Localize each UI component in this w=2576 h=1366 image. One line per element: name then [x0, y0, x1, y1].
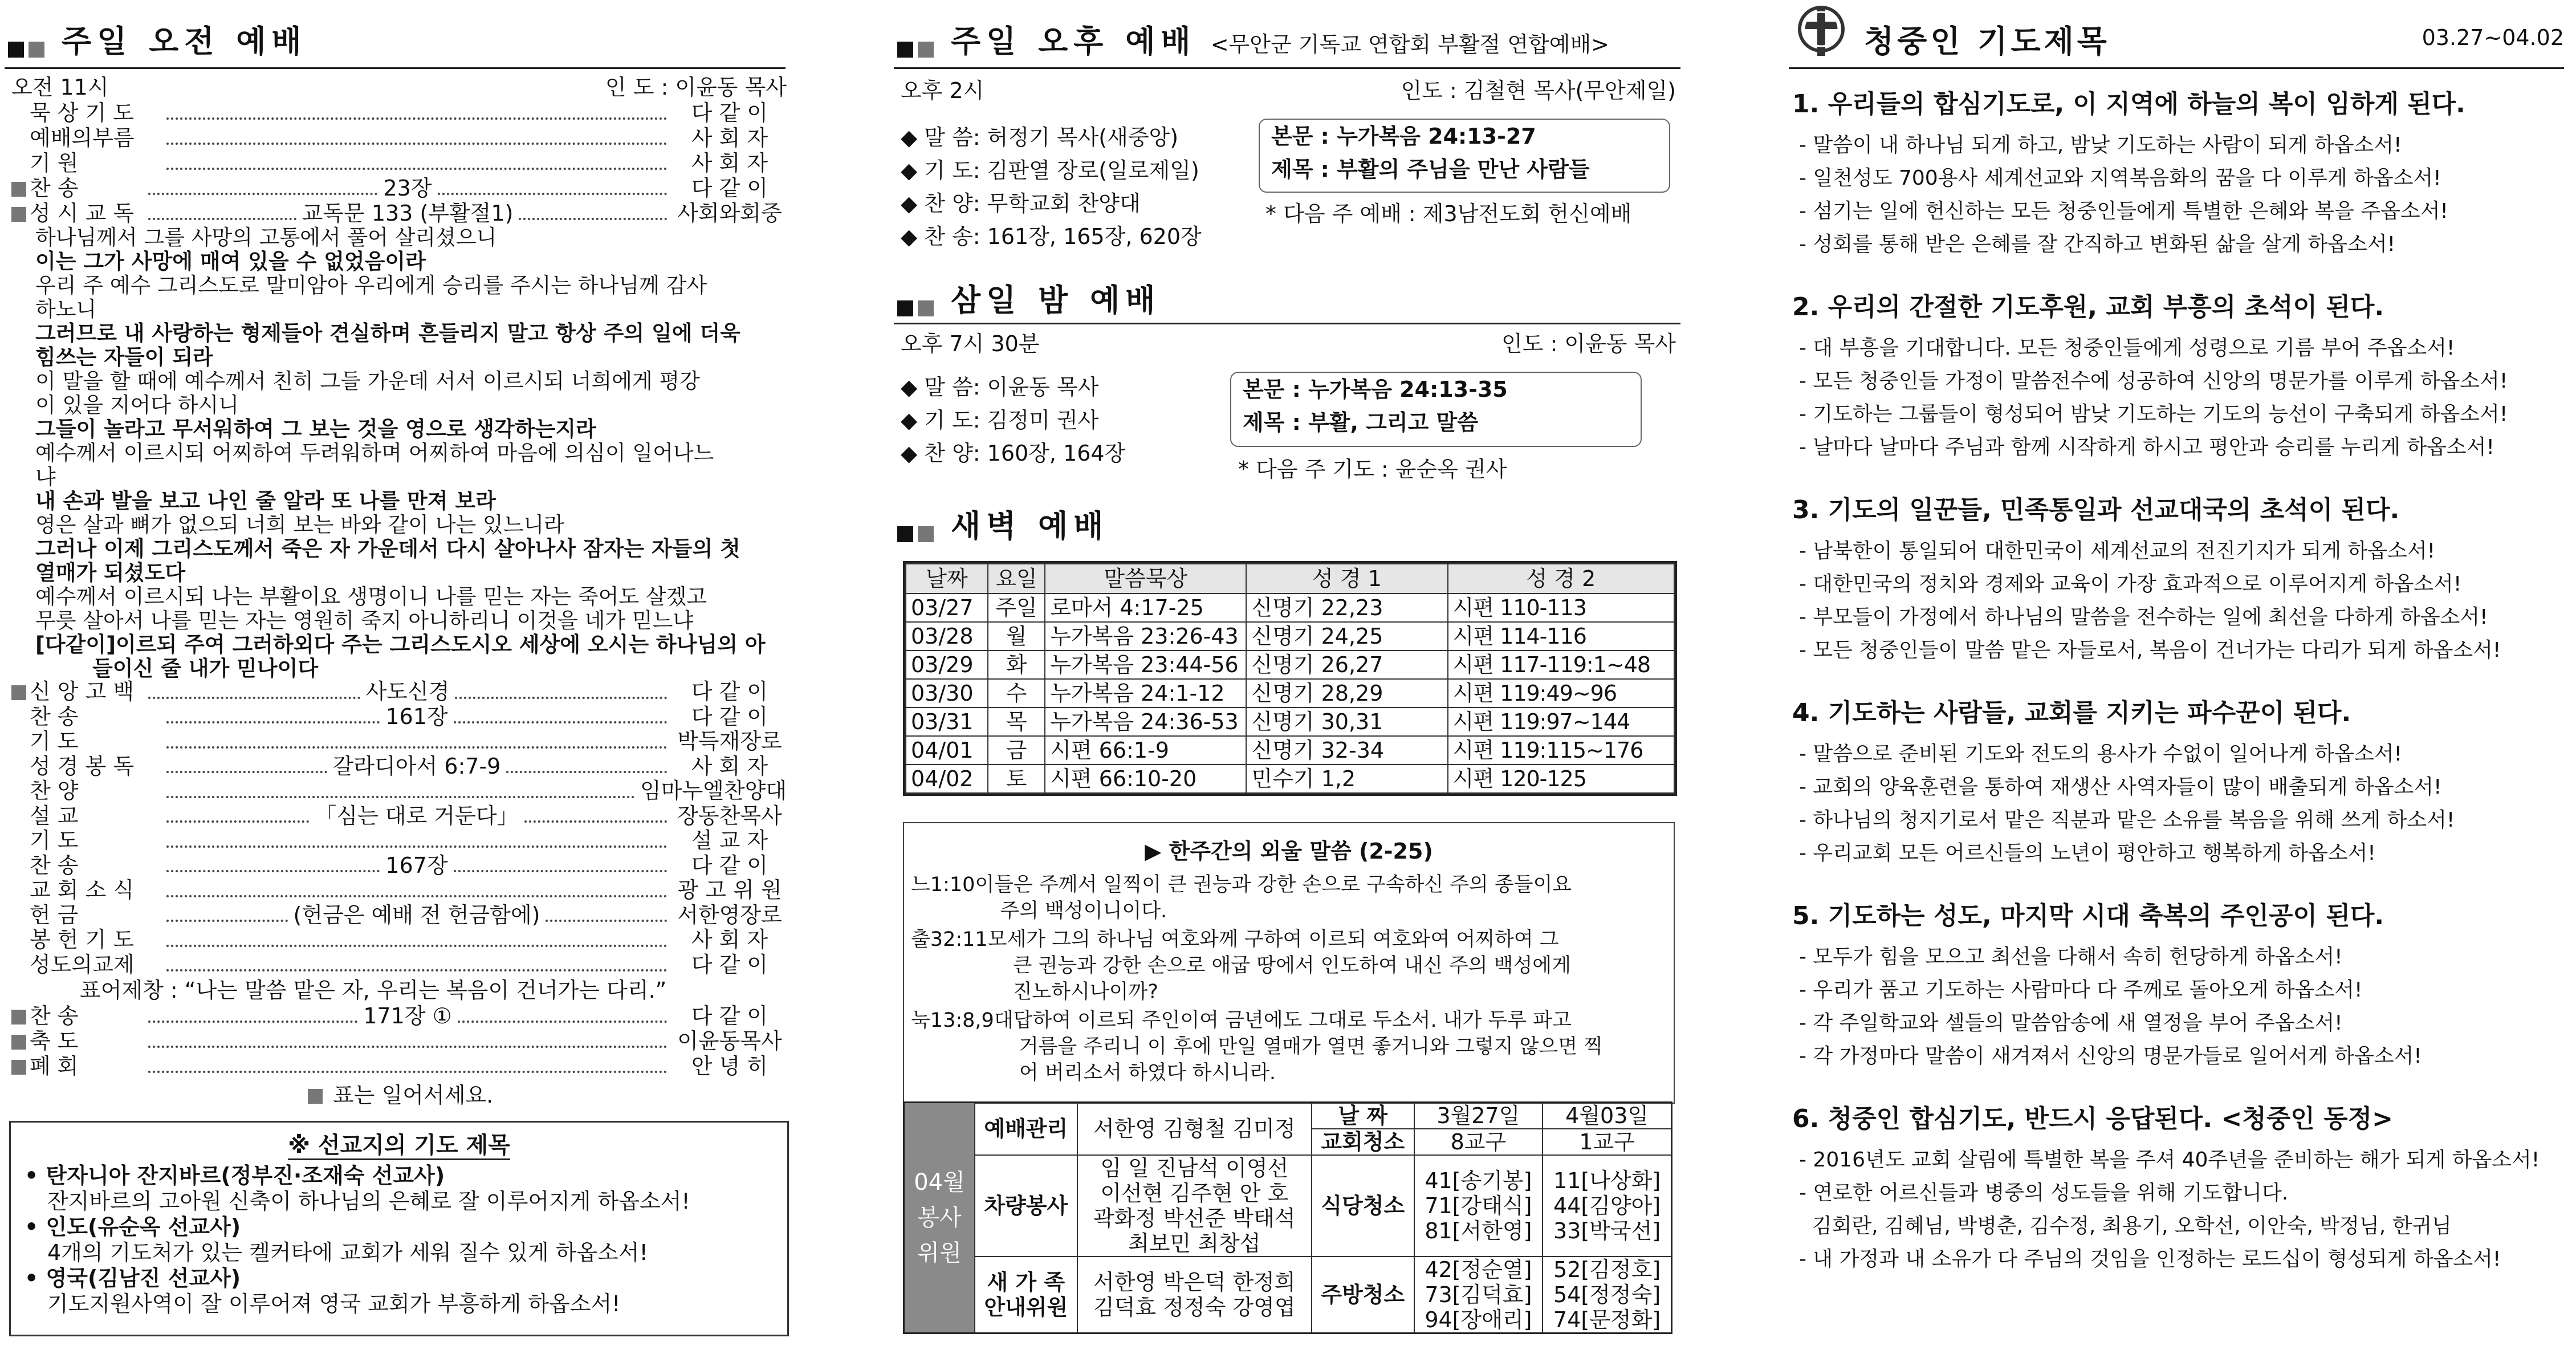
dawn-title: 새벽 예배 — [897, 502, 1109, 546]
order-of-worship-3 — [11, 1003, 787, 1079]
prayer-item: - 각 주일학교와 셀들의 말씀암송에 새 열정을 부어 주옵소서! — [1799, 1011, 2343, 1035]
dawn-cell: 신명기 28,29 — [1246, 679, 1447, 708]
prayer-item: - 우리가 품고 기도하는 사람마다 다 주께로 돌아오게 하옵소서! — [1799, 978, 2363, 1002]
order-item-detail: 171장 ① — [363, 1003, 452, 1028]
dining-label: 식당청소 — [1312, 1155, 1414, 1257]
mission-box: ※ 선교지의 기도 제목 • 탄자니아 잔지바르(정부진·조재숙 선교사) 잔지바르의 고아원 신축이 하나님의 은혜로 잘 이루어지게 하옵소서! • 인도(유순옥 선교사) 4개의 기도처가 있는 켈커타에 교회가 세워 질수 있게 하옵소서! • 영국(김남진 선교사) 기도지원사역이 잘 이루어져 영국 교회가 부흥하게 하옵소서! — [9, 1121, 789, 1336]
dawn-cell: 수 — [988, 679, 1045, 708]
prayer-item: - 교회의 양육훈련을 통하여 재생산 사역자들이 많이 배출되게 하옵소서! — [1799, 775, 2442, 799]
mission-country: 인도(유순옥 선교사) — [46, 1214, 241, 1239]
service-role: ◆ 기 도: 김정미 권사 — [901, 408, 1099, 433]
order-item-name: 기 도 — [30, 828, 79, 853]
morning-title: 주일 오전 예배 — [8, 17, 307, 61]
order-item-person: 안 녕 히 — [691, 1054, 768, 1079]
order-item-detail: 23장 — [383, 176, 432, 201]
table-row — [906, 736, 1674, 765]
dawn-cell: 신명기 32-34 — [1246, 736, 1447, 765]
prayer-item: - 말씀이 내 하나님 되게 하고, 밤낮 기도하는 사람이 되게 하옵소서! — [1799, 133, 2402, 157]
duty-line: 김덕효 정정숙 강영엽 — [1093, 1295, 1296, 1320]
dawn-cell: 로마서 4:17-25 — [1045, 593, 1246, 622]
table-row — [906, 651, 1674, 679]
order-item-name: 기 원 — [30, 151, 79, 176]
order-item-person: 사 회 자 — [691, 151, 768, 176]
order-item-name: 축 도 — [30, 1028, 79, 1054]
dawn-cell: 시편 110-113 — [1448, 593, 1674, 622]
order-item-name: 봉 헌 기 도 — [30, 927, 135, 952]
verse-text: 주의 백성이니이다. — [1000, 900, 1167, 922]
responsive-reading — [35, 226, 788, 681]
prayer-section — [1792, 83, 2567, 261]
afternoon-time-row: 오후 2시 인도 : 김철현 목사(무안제일) — [901, 78, 1676, 103]
prayer-heading: 3. 기도의 일꾼들, 민족통일과 선교대국의 초석이 된다. — [1792, 495, 2400, 525]
clean-label: 교회청소 — [1312, 1129, 1414, 1155]
service-role: ◆ 찬 양: 160장, 164장 — [901, 441, 1126, 466]
duty-line: 41[송기봉] — [1425, 1168, 1532, 1193]
duty-line: 서한영 박은덕 한정희 — [1093, 1270, 1296, 1295]
duty-side-label — [904, 1103, 975, 1334]
prayer-item: - 섬기는 일에 헌신하는 모든 청중인들에게 특별한 은혜와 복을 주옵소서! — [1799, 200, 2448, 223]
duty-line: 위원 — [917, 1240, 962, 1266]
service-leader: 인 도 : 이윤동 목사 — [605, 75, 787, 100]
service-role: ◆ 말 씀: 이윤동 목사 — [901, 375, 1099, 400]
kitchen-label: 주방청소 — [1312, 1257, 1414, 1334]
table-row — [906, 708, 1674, 736]
mission-country: 영국(김남진 선교사) — [46, 1266, 241, 1291]
order-item-detail: 교독문 133 (부활절1) — [302, 201, 514, 226]
order-item-person: 다 같 이 — [691, 679, 768, 704]
prayer-item: 김회란, 김혜님, 박병춘, 김수정, 최용기, 오학선, 이안숙, 박정님, 한귀님 — [1799, 1214, 2452, 1238]
reading-line: 냐 — [35, 465, 56, 489]
prayer-heading: 1. 우리들의 합심기도로, 이 지역에 하늘의 복이 임하게 된다. — [1792, 90, 2465, 119]
prayer-section — [1792, 286, 2567, 464]
dawn-cell: 시편 119:49~96 — [1448, 679, 1674, 708]
duty-line: 11[나상화] — [1553, 1168, 1661, 1193]
dawn-cell: 민수기 1,2 — [1246, 765, 1447, 793]
order-of-worship-2 — [11, 680, 787, 977]
dawn-cell: 03/27 — [906, 593, 988, 622]
order-item-person: 다 같 이 — [691, 852, 768, 878]
order-item-person: 서한영장로 — [677, 902, 782, 928]
order-item-person: 박득재장로 — [677, 729, 782, 754]
duty-line: 52[김정호] — [1553, 1257, 1661, 1282]
dawn-header: 성 경 2 — [1448, 564, 1674, 593]
afternoon-title: 주일 오후 예배 <무안군 기독교 연합회 부활절 연합예배> — [897, 17, 1609, 61]
order-item-person: 설 교 자 — [691, 828, 768, 853]
prayer-item: - 하나님의 청지기로서 맡은 직분과 맡은 소유를 복음을 위해 쓰게 하소서! — [1799, 808, 2455, 832]
reading-line: 하나님께서 그를 사망의 고통에서 풀어 살리셨으니 — [35, 225, 497, 250]
date-1: 3월27일 — [1414, 1103, 1543, 1129]
prayer-item: - 모든 청중인들이 말씀 맡은 자들로서, 복음이 건너가는 다리가 되게 하옵소서! — [1799, 639, 2501, 662]
order-item-person: 다 같 이 — [691, 704, 768, 729]
prayer-item: - 기도하는 그룹들이 형성되어 밤낮 기도하는 기도의 능선이 구축되게 하옵소서! — [1799, 403, 2508, 426]
order-row — [11, 705, 787, 730]
order-row — [11, 1003, 787, 1028]
order-item-name: 신 앙 고 백 — [30, 679, 135, 704]
duty-roster-table — [903, 1101, 1672, 1334]
order-row — [11, 878, 787, 903]
clean-1: 8교구 — [1414, 1129, 1543, 1155]
duty-line: 이선현 김주현 안 호 — [1100, 1181, 1289, 1206]
duty-line: 봉사 — [917, 1205, 962, 1231]
reading-line: [다같이]이르되 주여 그러하외다 주는 그리스도시오 세상에 오시는 하나님의 아 — [35, 632, 766, 657]
duty-line: 81[서한영] — [1425, 1218, 1532, 1243]
order-item-person: 다 같 이 — [691, 176, 768, 201]
duty-line: 54[정정숙] — [1553, 1282, 1661, 1307]
duty-line: 새 가 족 — [987, 1270, 1065, 1295]
dawn-cell: 주일 — [988, 593, 1045, 622]
dawn-cell: 신명기 22,23 — [1246, 593, 1447, 622]
dawn-cell: 누가복음 24:36-53 — [1045, 708, 1246, 736]
order-item-person: 이윤동목사 — [677, 1028, 782, 1054]
mission-title: ※ 선교지의 기도 제목 — [288, 1132, 510, 1160]
prayer-item: - 연로한 어르신들과 병중의 성도들을 위해 기도합니다. — [1799, 1181, 2289, 1205]
order-row — [11, 201, 787, 226]
dawn-cell: 월 — [988, 622, 1045, 651]
order-row — [11, 151, 787, 176]
order-item-name: 기 도 — [30, 729, 79, 754]
order-row — [11, 953, 787, 978]
duty-line: 94[장애리] — [1425, 1307, 1532, 1332]
kitchen-col-2 — [1543, 1257, 1671, 1334]
reading-line: 그들이 놀라고 무서워하여 그 보는 것을 영으로 생각하는지라 — [35, 417, 596, 441]
table-row — [906, 765, 1674, 793]
order-row — [11, 176, 787, 201]
wednesday-next: * 다음 주 기도 : 윤순옥 권사 — [1238, 457, 1507, 482]
prayer-item: - 대한민국의 정치와 경제와 교육이 가장 효과적으로 이루어지게 하옵소서! — [1799, 572, 2462, 596]
prayer-item: - 모두가 힘을 모으고 최선을 다해서 속히 헌당하게 하옵소서! — [1799, 945, 2343, 969]
service-role: ◆ 찬 양: 무학교회 찬양대 — [901, 191, 1141, 216]
order-item-person: 사 회 자 — [691, 125, 768, 151]
verse-text: 어 버리소서 하였다 하시니라. — [1019, 1062, 1276, 1084]
order-item-name: 성도의교제 — [30, 952, 135, 977]
dawn-cell: 03/30 — [906, 679, 988, 708]
date-label: 날 짜 — [1312, 1103, 1414, 1129]
dawn-cell: 시편 119:97~144 — [1448, 708, 1674, 736]
order-item-person: 사 회 자 — [691, 927, 768, 952]
order-item-person: 임마누엘찬양대 — [640, 778, 787, 803]
kitchen-col-1 — [1414, 1257, 1543, 1334]
memory-verse-box — [903, 822, 1675, 1104]
reading-line: 그러므로 내 사랑하는 형제들아 견실하며 흔들리지 말고 항상 주의 일에 더욱 — [35, 321, 740, 345]
prayer-item: - 부모들이 가정에서 하나님의 말씀을 전수하는 일에 최선을 다하게 하옵소서! — [1799, 605, 2488, 629]
prayer-item: - 각 가정마다 말씀이 새겨져서 신앙의 명문가들로 일어서게 하옵소서! — [1799, 1044, 2422, 1068]
memory-title: ▶ 한주간의 외울 말씀 (2-25) — [1145, 839, 1433, 864]
order-item-person: 다 같 이 — [691, 100, 768, 125]
order-item-name: 찬 송 — [30, 704, 79, 729]
service-role: ◆ 말 씀: 허정기 목사(새중앙) — [901, 125, 1179, 150]
dawn-cell: 시편 114-116 — [1448, 622, 1674, 651]
verse-text: 대답하여 이르되 주인이여 금년에도 그대로 두소서. 내가 두루 파고 — [994, 1009, 1572, 1032]
verse-text: 진노하시나이까? — [1012, 981, 1158, 1003]
prayer-title: 청중인 기도제목 — [1864, 23, 2110, 59]
mission-request: 잔지바르의 고아원 신축이 하나님의 은혜로 잘 이루어지게 하옵소서! — [47, 1189, 690, 1214]
reading-line: 우리 주 예수 그리스도로 말미암아 우리에게 승리를 주시는 하나님께 감사 — [35, 273, 707, 298]
order-item-detail: 167장 — [385, 852, 448, 878]
reading-line: 이 말을 할 때에 예수께서 친히 그들 가운데 서서 이르시되 너희에게 평강 — [35, 369, 700, 393]
reading-line: 영은 살과 뼈가 없으되 너희 보는 바와 같이 나는 있느니라 — [35, 513, 564, 537]
verse-reference: 느1:10 — [911, 873, 975, 896]
order-row — [11, 828, 787, 853]
family-names — [1077, 1257, 1312, 1334]
duty-line: 71[강태식] — [1425, 1193, 1532, 1218]
reading-line: 이는 그가 사망에 매여 있을 수 없었음이라 — [35, 249, 426, 274]
dawn-cell: 금 — [988, 736, 1045, 765]
reading-line: 예수께서 이르시되 어찌하여 두려워하며 어찌하여 마음에 의심이 일어나느 — [35, 441, 714, 465]
order-item-name: 예배의부름 — [30, 125, 135, 151]
verse-text: 거름을 주리니 이 후에 만일 열매가 열면 좋거니와 그렇지 않으면 찍 — [1019, 1035, 1603, 1058]
prayer-item: - 말씀으로 준비된 기도와 전도의 용사가 수없이 일어나게 하옵소서! — [1799, 742, 2402, 766]
order-item-name: 헌 금 — [30, 902, 79, 928]
worship-label: 예배관리 — [975, 1103, 1077, 1156]
dawn-cell: 04/01 — [906, 736, 988, 765]
declaration: 표어제창 : “나는 말씀 맡은 자, 우리는 복음이 건너가는 다리.” — [80, 978, 667, 1003]
standing-note: 표는 일어서세요. — [308, 1082, 493, 1108]
dawn-cell: 03/28 — [906, 622, 988, 651]
order-item-detail: 사도신경 — [365, 679, 450, 704]
mission-request: 4개의 기도처가 있는 켈커타에 교회가 세워 질수 있게 하옵소서! — [47, 1240, 648, 1265]
order-row — [11, 680, 787, 705]
dawn-cell: 누가복음 24:1-12 — [1045, 679, 1246, 708]
verse-reference: 눅13:8,9 — [911, 1009, 994, 1032]
duty-line: 임 일 진남석 이영선 — [1100, 1156, 1289, 1181]
prayer-heading: 4. 기도하는 사람들, 교회를 지키는 파수꾼이 된다. — [1792, 698, 2351, 727]
order-item-person: 광 고 위 원 — [677, 877, 782, 902]
reading-line: 내 손과 발을 보고 나인 줄 알라 또 나를 만져 보라 — [35, 489, 496, 513]
prayer-sections — [1792, 83, 2567, 1301]
order-item-name: 묵 상 기 도 — [30, 100, 135, 125]
reading-line: 이 있을 지어다 하시니 — [35, 393, 239, 417]
wednesday-time-row: 오후 7시 30분 인도 : 이윤동 목사 — [901, 331, 1676, 356]
prayer-item: - 날마다 날마다 주님과 함께 시작하게 하시고 평안과 승리를 누리게 하옵소서! — [1799, 436, 2494, 459]
prayer-heading: 6. 청중인 합심기도, 반드시 응답된다. <청중인 동정> — [1792, 1104, 2393, 1133]
car-names — [1077, 1155, 1312, 1257]
order-row — [11, 754, 787, 779]
duty-line: 최보민 최창섭 — [1128, 1231, 1261, 1256]
date-2: 4월03일 — [1543, 1103, 1671, 1129]
order-row — [11, 779, 787, 804]
order-item-name: 성 시 교 독 — [30, 201, 135, 226]
order-item-name: 찬 송 — [30, 1003, 79, 1028]
duty-line: 74[문정화] — [1553, 1307, 1661, 1332]
afternoon-items — [901, 121, 1202, 253]
order-item-detail: 「심는 대로 거둔다」 — [315, 803, 519, 828]
order-row — [11, 853, 787, 879]
dawn-cell: 시편 66:10-20 — [1045, 765, 1246, 793]
order-item-name: 찬 송 — [30, 176, 79, 201]
dawn-cell: 03/29 — [906, 651, 988, 679]
clean-2: 1교구 — [1543, 1129, 1671, 1155]
order-item-person: 사회와회중 — [677, 201, 782, 226]
prayer-section — [1792, 489, 2567, 667]
morning-time-row — [11, 74, 787, 100]
prayer-section — [1792, 692, 2567, 870]
wednesday-sermon-box: 본문 : 누가복음 24:13-35 제목 : 부활, 그리고 말씀 — [1230, 372, 1642, 447]
duty-line: 안내위원 — [984, 1295, 1068, 1320]
service-role: ◆ 찬 송: 161장, 165장, 620장 — [901, 224, 1202, 249]
service-role: ◆ 기 도: 김판열 장로(일로제일) — [901, 158, 1199, 183]
order-row — [11, 125, 787, 151]
order-item-detail: 갈라디아서 6:7-9 — [332, 753, 501, 779]
verse-text: 큰 권능과 강한 손으로 애굽 땅에서 인도하여 내신 주의 백성에게 — [1012, 954, 1571, 977]
order-row — [11, 928, 787, 953]
dawn-header: 성 경 1 — [1246, 564, 1447, 593]
order-row — [11, 100, 787, 125]
prayer-item: - 우리교회 모든 어르신들의 노년이 평안하고 행복하게 하옵소서! — [1799, 841, 2376, 865]
duty-line: 04월 — [914, 1169, 965, 1196]
service-time: 오전 11시 — [11, 75, 109, 100]
dawn-cell: 시편 119:115~176 — [1448, 736, 1674, 765]
afternoon-sermon-box: 본문 : 누가복음 24:13-27 제목 : 부활의 주님을 만난 사람들 — [1259, 119, 1670, 193]
order-item-detail: (헌금은 예배 전 헌금함에) — [293, 902, 540, 928]
reading-line: 들이신 줄 내가 믿나이다 — [92, 656, 319, 681]
dawn-cell: 목 — [988, 708, 1045, 736]
dawn-cell: 누가복음 23:44-56 — [1045, 651, 1246, 679]
order-item-name: 성 경 봉 독 — [30, 753, 135, 779]
dawn-header: 날짜 — [906, 564, 988, 593]
duty-line: 곽화정 박선준 박태석 — [1093, 1206, 1296, 1231]
mission-request: 기도지원사역이 잘 이루어져 영국 교회가 부흥하게 하옵소서! — [47, 1291, 621, 1316]
dawn-cell: 누가복음 23:26-43 — [1045, 622, 1246, 651]
order-item-name: 찬 양 — [30, 778, 79, 803]
dawn-header: 요일 — [988, 564, 1045, 593]
order-item-name: 찬 송 — [30, 852, 79, 878]
reading-line: 무릇 살아서 나를 믿는 자는 영원히 죽지 아니하리니 이것을 네가 믿느냐 — [35, 608, 694, 633]
order-of-worship — [11, 100, 787, 226]
prayer-item: - 남북한이 통일되어 대한민국이 세계선교의 전진기지가 되게 하옵소서! — [1799, 539, 2436, 563]
order-row — [11, 804, 787, 829]
table-row — [906, 593, 1674, 622]
verse-reference: 출32:11 — [911, 928, 988, 951]
prayer-item: - 대 부흥을 기대합니다. 모든 청중인들에게 성령으로 기름 부어 주옵소서! — [1799, 336, 2455, 360]
order-item-person: 다 같 이 — [691, 952, 768, 977]
duty-table-wrap — [903, 1101, 1672, 1334]
reading-line: 예수께서 이르시되 나는 부활이요 생명이니 나를 믿는 자는 죽어도 살겠고 — [35, 584, 707, 609]
prayer-heading: 2. 우리의 간절한 기도후원, 교회 부흥의 초석이 된다. — [1792, 292, 2384, 322]
table-row — [906, 679, 1674, 708]
duty-line: 42[정순열] — [1425, 1257, 1532, 1282]
reading-line: 그러나 이제 그리스도께서 죽은 자 가운데서 다시 살아나사 잠자는 자들의 첫 — [35, 536, 740, 561]
order-item-name: 교 회 소 식 — [30, 877, 135, 902]
family-label — [975, 1257, 1077, 1334]
afternoon-subtitle: <무안군 기독교 연합회 부활절 연합예배> — [1210, 32, 1610, 57]
mission-country: 탄자니아 잔지바르(정부진·조재숙 선교사) — [46, 1163, 445, 1188]
dawn-cell: 시편 120-125 — [1448, 765, 1674, 793]
prayer-heading: 5. 기도하는 성도, 마지막 시대 축복의 주인공이 된다. — [1792, 901, 2384, 930]
verse-text: 모세가 그의 하나님 여호와께 구하여 이르되 여호와여 어찌하여 그 — [987, 928, 1559, 951]
order-row — [11, 903, 787, 928]
prayer-item: - 2016년도 교회 살림에 특별한 복을 주셔 40주년을 준비하는 해가 되게 하옵소서! — [1799, 1148, 2540, 1172]
dawn-table-wrap — [903, 561, 1677, 796]
table-row — [906, 622, 1674, 651]
dining-col-1 — [1414, 1155, 1543, 1257]
prayer-item: - 내 가정과 내 소유가 다 주님의 것임을 인정하는 로드십이 형성되게 하옵소서! — [1799, 1247, 2501, 1271]
duty-line: 44[김양아] — [1553, 1193, 1661, 1218]
prayer-date: 03.27~04.02 — [2422, 25, 2564, 50]
worship-names: 서한영 김형철 김미정 — [1077, 1103, 1312, 1156]
dawn-cell: 토 — [988, 765, 1045, 793]
order-item-detail: 161장 — [385, 704, 448, 729]
order-item-person: 사 회 자 — [691, 753, 768, 779]
wednesday-title: 삼일 밤 예배 — [897, 276, 1161, 320]
reading-line: 열매가 되셨도다 — [35, 560, 186, 585]
dawn-cell: 화 — [988, 651, 1045, 679]
wednesday-items — [901, 371, 1125, 470]
dawn-cell: 신명기 26,27 — [1246, 651, 1447, 679]
church-logo-icon — [1796, 3, 1847, 60]
reading-line: 하노니 — [35, 297, 97, 322]
prayer-item: - 모든 청중인들 가정이 말씀전수에 성공하여 신앙의 명문가를 이루게 하옵소서! — [1799, 369, 2508, 393]
prayer-item: - 일천성도 700용사 세계선교와 지역복음화의 꿈을 다 이루게 하옵소서! — [1799, 166, 2441, 190]
dawn-cell: 04/02 — [906, 765, 988, 793]
dawn-schedule-table — [905, 563, 1675, 794]
order-row — [11, 1028, 787, 1054]
verse-text: 이들은 주께서 일찍이 큰 권능과 강한 손으로 구속하신 주의 종들이요 — [975, 873, 1572, 896]
order-item-name: 설 교 — [30, 803, 79, 828]
reading-line: 힘쓰는 자들이 되라 — [35, 345, 213, 369]
duty-line: 33[박국선] — [1553, 1218, 1661, 1243]
prayer-section — [1792, 1098, 2567, 1276]
car-label: 차량봉사 — [975, 1155, 1077, 1257]
dawn-cell: 신명기 24,25 — [1246, 622, 1447, 651]
dining-col-2 — [1543, 1155, 1671, 1257]
dawn-cell: 시편 117-119:1~48 — [1448, 651, 1674, 679]
order-item-person: 장동찬목사 — [677, 803, 782, 828]
afternoon-next: * 다음 주 예배 : 제3남전도회 헌신예배 — [1265, 201, 1632, 226]
dawn-cell: 03/31 — [906, 708, 988, 736]
order-row — [11, 729, 787, 754]
dawn-header: 말씀묵상 — [1045, 564, 1246, 593]
prayer-section — [1792, 895, 2567, 1073]
order-row — [11, 1054, 787, 1079]
dawn-cell: 시편 66:1-9 — [1045, 736, 1246, 765]
order-item-person: 다 같 이 — [691, 1003, 768, 1028]
duty-line: 73[김덕효] — [1425, 1282, 1532, 1307]
order-item-name: 폐 회 — [30, 1054, 79, 1079]
prayer-item: - 성회를 통해 받은 은혜를 잘 간직하고 변화된 삶을 살게 하옵소서! — [1799, 233, 2396, 256]
dawn-cell: 신명기 30,31 — [1246, 708, 1447, 736]
